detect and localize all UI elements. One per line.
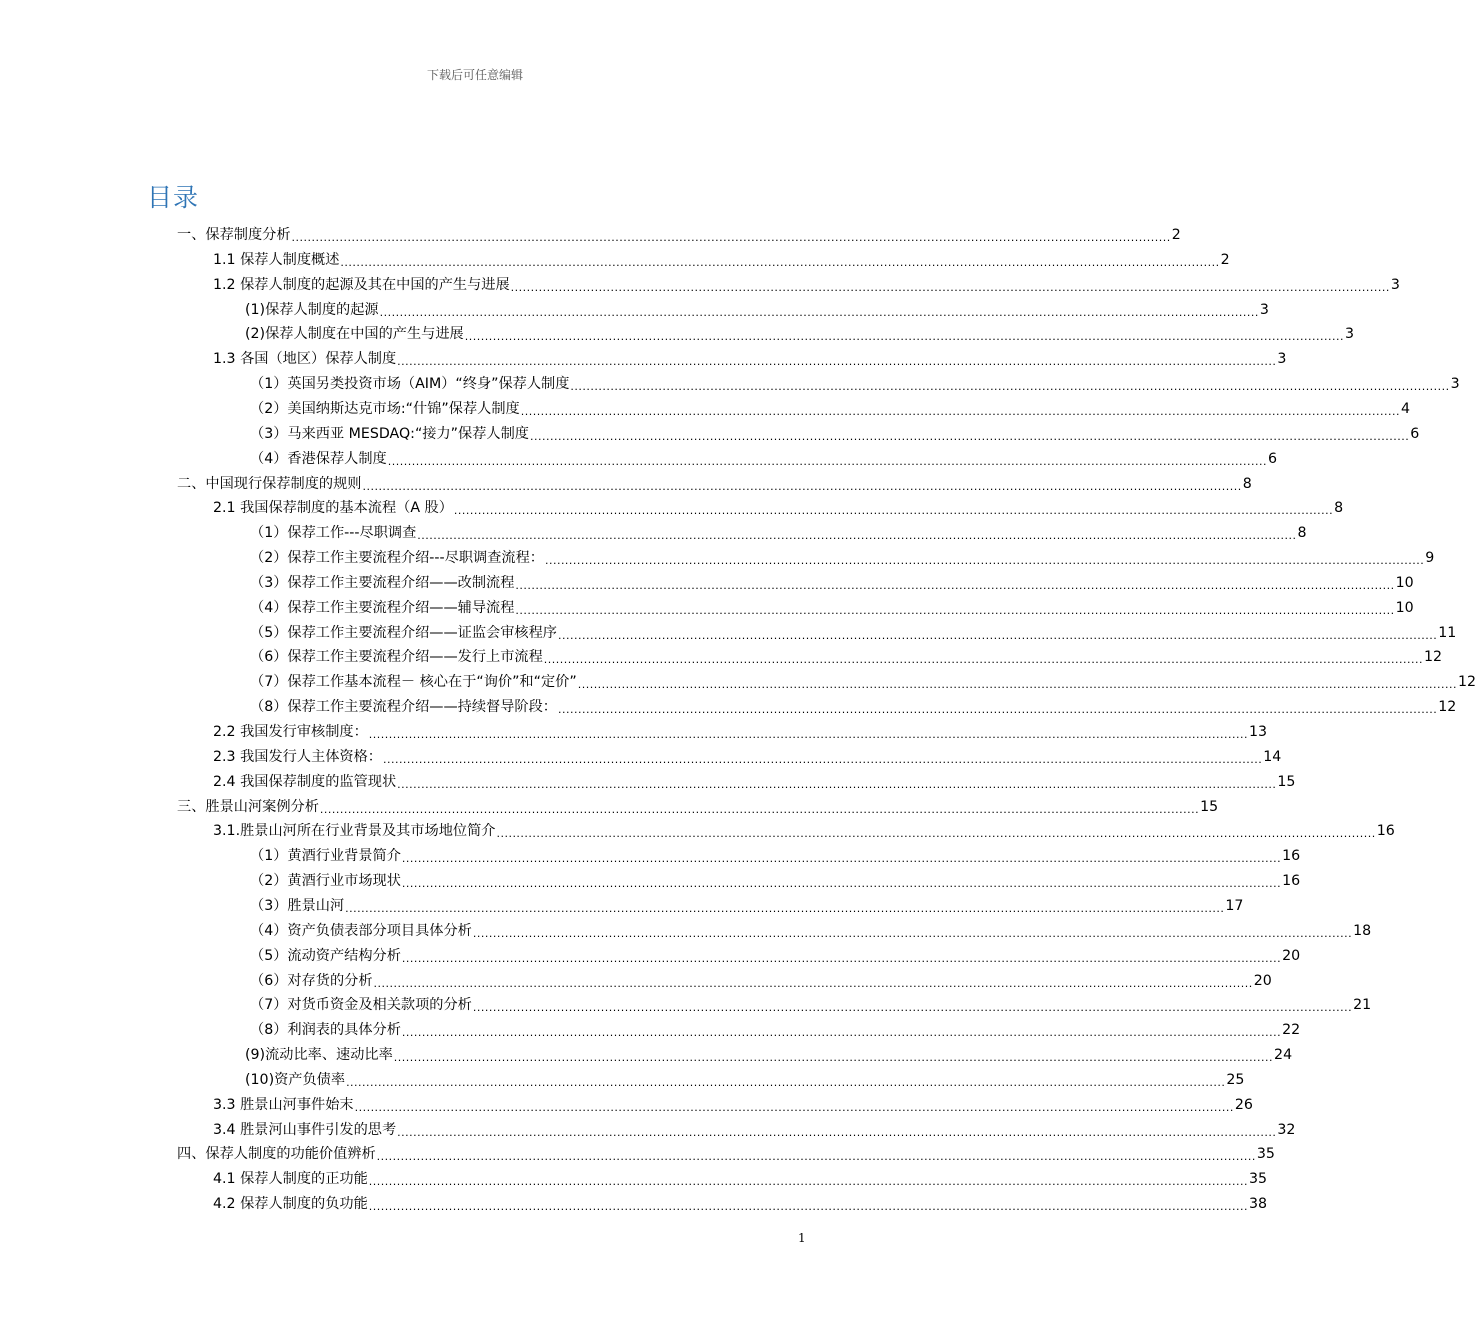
toc-entry-title: 二、中国现行保荐制度的规则 <box>177 475 362 492</box>
toc-entry-page: 11 <box>1438 624 1457 641</box>
toc-entry[interactable] <box>250 596 1414 620</box>
toc-entry[interactable] <box>250 546 1435 570</box>
toc-entry[interactable] <box>213 1118 1296 1142</box>
toc-entry-title: （4）资产负债表部分项目具体分析 <box>250 922 472 939</box>
toc-leader-dots: ............................................................................................................................................................................................................................ <box>557 703 1438 717</box>
toc-entry[interactable] <box>250 447 1277 471</box>
toc-entry-page: 2 <box>1171 227 1181 243</box>
toc-entry[interactable] <box>250 944 1301 968</box>
toc-entry-title: 3.3 胜景山河事件始末 <box>213 1096 354 1113</box>
toc-entry[interactable] <box>250 919 1372 943</box>
toc-entry-page: 4 <box>1400 400 1410 417</box>
toc-entry-page: 6 <box>1410 425 1420 442</box>
toc-entry-page: 16 <box>1282 848 1301 865</box>
toc-leader-dots: ............................................................................................................................................................................................................................ <box>496 827 1376 841</box>
toc-entry-title: 三、胜景山河案例分析 <box>177 798 319 815</box>
toc-entry-title: 2.4 我国保荐制度的监管现状 <box>213 773 397 790</box>
toc-entry-page: 16 <box>1376 823 1395 840</box>
toc-leader-dots: ............................................................................................................................................................................................................................ <box>345 901 1225 915</box>
toc-leader-dots: ............................................................................................................................................................................................................................ <box>557 628 1438 642</box>
toc-entry-page: 13 <box>1249 724 1268 740</box>
toc-entry[interactable] <box>250 372 1460 396</box>
toc-entry[interactable] <box>250 1018 1301 1042</box>
toc-entry[interactable] <box>213 273 1400 297</box>
toc-entry-page: 35 <box>1256 1146 1275 1163</box>
toc-entry[interactable] <box>213 745 1282 769</box>
toc-entry-title: （4）香港保荐人制度 <box>250 450 387 467</box>
toc-leader-dots: ............................................................................................................................................................................................................................ <box>319 802 1200 816</box>
toc-leader-dots: ............................................................................................................................................................................................................................ <box>354 1100 1234 1114</box>
toc-entry-title: 3.4 胜景河山事件引发的思考 <box>213 1121 397 1138</box>
toc-entry-title: 2.3 我国发行人主体资格： <box>213 748 382 765</box>
toc-entry[interactable] <box>177 472 1252 496</box>
toc-entry-title: 1.2 保荐人制度的起源及其在中国的产生与进展 <box>213 276 510 293</box>
toc-entry-title: 一、保荐制度分析 <box>177 227 291 243</box>
toc-leader-dots: ............................................................................................................................................................................................................................ <box>453 504 1334 518</box>
toc-leader-dots: ............................................................................................................................................................................................................................ <box>401 877 1282 891</box>
toc-entry[interactable] <box>250 695 1457 719</box>
toc-leader-dots: ............................................................................................................................................................................................................................ <box>570 380 1450 394</box>
toc-title: 目录 <box>147 183 200 212</box>
toc-entry-title: （7）对货币资金及相关款项的分析 <box>250 997 472 1014</box>
toc-entry[interactable] <box>213 1167 1268 1191</box>
toc-leader-dots: ............................................................................................................................................................................................................................ <box>543 653 1424 667</box>
toc-leader-dots: ............................................................................................................................................................................................................................ <box>472 1001 1353 1015</box>
toc-entry[interactable] <box>250 993 1372 1017</box>
toc-entry-title: 3.1.胜景山河所在行业背景及其市场地位简介 <box>213 823 496 840</box>
toc-entry-page: 15 <box>1277 773 1296 790</box>
toc-entry-page: 12 <box>1424 649 1443 666</box>
toc-leader-dots: ............................................................................................................................................................................................................................ <box>401 951 1282 965</box>
toc-entry-title: (9)流动比率、速动比率 <box>245 1047 393 1064</box>
toc-leader-dots: ............................................................................................................................................................................................................................ <box>376 1150 1256 1164</box>
toc-entry[interactable] <box>245 1043 1293 1067</box>
toc-leader-dots: ............................................................................................................................................................................................................................ <box>417 529 1297 543</box>
toc-leader-dots: ............................................................................................................................................................................................................................ <box>510 280 1390 294</box>
toc-leader-dots: ............................................................................................................................................................................................................................ <box>362 479 1242 493</box>
toc-entry[interactable] <box>250 844 1301 868</box>
toc-entry[interactable] <box>245 1068 1245 1092</box>
toc-leader-dots: ............................................................................................................................................................................................................................ <box>529 429 1410 443</box>
toc-entry-page: 18 <box>1353 922 1372 939</box>
toc-entry-page: 9 <box>1425 550 1435 567</box>
toc-leader-dots: ............................................................................................................................................................................................................................ <box>379 305 1259 319</box>
toc-leader-dots: ............................................................................................................................................................................................................................ <box>464 330 1344 344</box>
toc-entry-page: 3 <box>1259 301 1269 318</box>
toc-entry-page: 10 <box>1395 574 1414 591</box>
toc-entry-title: （5）流动资产结构分析 <box>250 947 401 964</box>
toc-entry[interactable] <box>250 397 1410 421</box>
toc-entry[interactable] <box>213 819 1395 843</box>
toc-leader-dots: ............................................................................................................................................................................................................................ <box>393 1051 1274 1065</box>
toc-entry-page: 8 <box>1242 475 1252 492</box>
toc-entry[interactable] <box>213 248 1230 272</box>
toc-entry-page: 16 <box>1282 873 1301 890</box>
toc-entry-title: （3）胜景山河 <box>250 897 345 914</box>
toc-entry[interactable] <box>245 322 1355 346</box>
toc-entry[interactable] <box>250 969 1272 993</box>
toc-leader-dots: ............................................................................................................................................................................................................................ <box>291 231 1171 244</box>
toc-leader-dots: ............................................................................................................................................................................................................................ <box>368 728 1249 741</box>
toc-entry-page: 10 <box>1395 599 1414 616</box>
toc-entry-title: （4）保荐工作主要流程介绍——辅导流程 <box>250 599 515 616</box>
toc-entry[interactable] <box>250 645 1443 669</box>
toc-leader-dots: ............................................................................................................................................................................................................................ <box>340 255 1220 269</box>
toc-entry[interactable] <box>177 223 1181 247</box>
toc-entry-title: （1）黄酒行业背景简介 <box>250 848 401 865</box>
toc-entry-title: （6）保荐工作主要流程介绍——发行上市流程 <box>250 649 543 666</box>
toc-entry-page: 6 <box>1267 450 1277 467</box>
toc-entry[interactable] <box>250 521 1307 545</box>
toc-entry-page: 20 <box>1282 947 1301 964</box>
toc-entry[interactable] <box>245 298 1269 322</box>
toc-entry-page: 8 <box>1334 500 1344 517</box>
toc-entry[interactable] <box>250 621 1457 645</box>
toc-entry[interactable] <box>177 795 1219 819</box>
toc-entry-title: 1.1 保荐人制度概述 <box>213 251 340 268</box>
toc-entry-title: （5）保荐工作主要流程介绍——证监会审核程序 <box>250 624 557 641</box>
page-header: 下载后可任意编辑 <box>426 68 523 82</box>
toc-entry-title: （3）马来西亚 MESDAQ:“接力”保荐人制度 <box>250 425 529 442</box>
toc-leader-dots: ............................................................................................................................................................................................................................ <box>373 976 1253 990</box>
toc-entry-title: （2）美国纳斯达克市场:“什锦”保荐人制度 <box>250 400 520 417</box>
toc-entry-title: 1.3 各国（地区）保荐人制度 <box>213 351 397 368</box>
toc-entry-title: 2.2 我国发行审核制度： <box>213 724 368 740</box>
toc-entry[interactable] <box>213 1093 1253 1117</box>
toc-entry[interactable] <box>213 720 1268 744</box>
toc-entry[interactable] <box>250 422 1420 446</box>
toc-entry-page: 12 <box>1457 674 1476 691</box>
toc-entry-page: 20 <box>1253 972 1272 989</box>
toc-leader-dots: ............................................................................................................................................................................................................................ <box>397 355 1277 369</box>
toc-entry-page: 3 <box>1277 351 1287 368</box>
toc-leader-dots: ............................................................................................................................................................................................................................ <box>401 1026 1282 1040</box>
toc-leader-dots: ............................................................................................................................................................................................................................ <box>382 752 1263 766</box>
toc-entry[interactable] <box>250 869 1301 893</box>
toc-entry[interactable] <box>213 1192 1268 1216</box>
toc-entry-page: 12 <box>1438 699 1457 716</box>
toc-entry-title: 4.1 保荐人制度的正功能 <box>213 1171 368 1188</box>
toc-entry[interactable] <box>250 571 1414 595</box>
toc-leader-dots: ............................................................................................................................................................................................................................ <box>346 1075 1226 1089</box>
toc-entry-title: （8）保荐工作主要流程介绍——持续督导阶段： <box>250 699 557 716</box>
toc-entry[interactable] <box>213 770 1296 794</box>
toc-entry-title: （7）保荐工作基本流程－ 核心在于“询价”和“定价” <box>250 674 577 691</box>
toc-entry-page: 2 <box>1220 251 1230 268</box>
toc-entry-title: 4.2 保荐人制度的负功能 <box>213 1196 368 1213</box>
toc-entry[interactable] <box>213 496 1344 520</box>
toc-leader-dots: ............................................................................................................................................................................................................................ <box>577 678 1457 692</box>
toc-entry-page: 26 <box>1234 1096 1253 1113</box>
toc-entry-title: (2)保荐人制度在中国的产生与进展 <box>245 326 464 343</box>
toc-leader-dots: ............................................................................................................................................................................................................................ <box>397 777 1277 791</box>
toc-entry-page: 14 <box>1263 748 1282 765</box>
toc-entry-title: （2）黄酒行业市场现状 <box>250 873 401 890</box>
toc-entry-title: (10)资产负债率 <box>245 1071 346 1088</box>
toc-entry-title: （1）保荐工作---尽职调查 <box>250 525 417 542</box>
toc-entry-title: 四、保荐人制度的功能价值辨析 <box>177 1146 376 1163</box>
toc-entry-title: 2.1 我国保荐制度的基本流程（A 股） <box>213 500 453 517</box>
toc-entry-title: （3）保荐工作主要流程介绍——改制流程 <box>250 574 515 591</box>
toc-leader-dots: ............................................................................................................................................................................................................................ <box>544 554 1425 568</box>
toc-entry-page: 22 <box>1282 1022 1301 1039</box>
toc-entry-page: 25 <box>1226 1071 1245 1088</box>
toc-entry-page: 24 <box>1274 1047 1293 1064</box>
toc-entry[interactable] <box>250 670 1476 694</box>
toc-leader-dots: ............................................................................................................................................................................................................................ <box>401 852 1282 866</box>
toc-entry[interactable] <box>213 347 1287 371</box>
toc-entry-page: 38 <box>1249 1196 1268 1213</box>
toc-entry-title: (1)保荐人制度的起源 <box>245 301 379 318</box>
toc-entry[interactable] <box>250 894 1244 918</box>
toc-entry-page: 32 <box>1277 1121 1296 1138</box>
toc-entry-page: 17 <box>1225 897 1244 914</box>
toc-leader-dots: ............................................................................................................................................................................................................................ <box>368 1200 1249 1214</box>
toc-entry-title: （2）保荐工作主要流程介绍---尽职调查流程： <box>250 550 544 567</box>
toc-leader-dots: ............................................................................................................................................................................................................................ <box>520 404 1400 418</box>
toc-entry-page: 21 <box>1353 997 1372 1014</box>
toc-leader-dots: ............................................................................................................................................................................................................................ <box>515 578 1395 592</box>
toc-entry-title: （8）利润表的具体分析 <box>250 1022 401 1039</box>
toc-entry-page: 3 <box>1450 376 1460 393</box>
toc-entry-page: 3 <box>1344 326 1355 343</box>
toc-leader-dots: ............................................................................................................................................................................................................................ <box>472 926 1353 940</box>
page-number: 1 <box>798 1231 806 1245</box>
toc-entry-title: （1）英国另类投资市场（AIM）“终身”保荐人制度 <box>250 376 570 393</box>
toc-entry-page: 3 <box>1390 276 1400 293</box>
toc-leader-dots: ............................................................................................................................................................................................................................ <box>515 603 1395 617</box>
toc-entry[interactable] <box>177 1142 1275 1166</box>
toc-entry-title: （6）对存货的分析 <box>250 972 373 989</box>
toc-entry-page: 8 <box>1297 525 1307 542</box>
toc-entry-page: 15 <box>1200 798 1219 815</box>
toc-leader-dots: ............................................................................................................................................................................................................................ <box>397 1125 1277 1139</box>
toc-entry-page: 35 <box>1249 1171 1268 1188</box>
toc-leader-dots: ............................................................................................................................................................................................................................ <box>387 454 1267 468</box>
toc-leader-dots: ............................................................................................................................................................................................................................ <box>368 1175 1249 1189</box>
